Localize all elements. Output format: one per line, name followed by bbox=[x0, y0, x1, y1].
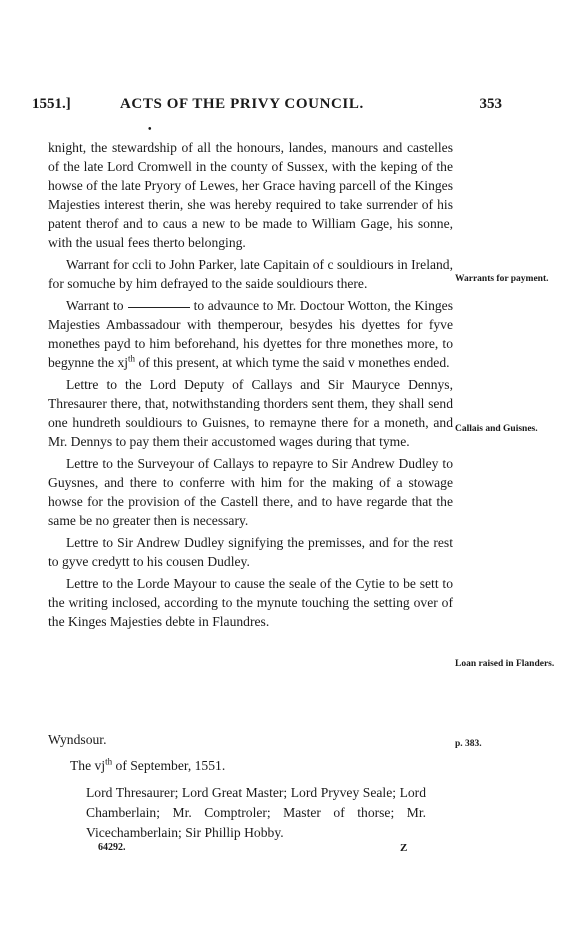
date-end: of September, 1551. bbox=[112, 758, 226, 773]
warrant-text-rest: to advaunce to Mr. Doctour Wotton, the Kinges Majesties Ambassadour with themperour, besydes his dyettes for fyve monethes payd to him beforehand, his dyettes for thre monethes more, to begynne the xj bbox=[48, 298, 453, 370]
signature-letter: Z bbox=[400, 842, 408, 854]
signature-mark: 64292. bbox=[98, 842, 126, 853]
meeting-date bbox=[70, 758, 225, 774]
paragraph-warrant-wotton bbox=[48, 296, 453, 372]
paragraph-lettre-mayour: Lettre to the Lorde Mayour to cause the seale of the Cytie to be sett to the writing inclosed, according to the mynute touching the setting over of the Kinges Majesties debte in Flaundres. bbox=[48, 576, 453, 629]
attendance-list: Lord Thresaurer; Lord Great Master; Lord Pryvey Seale; Lord Chamberlain; Mr. Comptroler; Master of thorse; Mr. Vicechamberlain; Sir Phillip Hobby. bbox=[86, 785, 426, 840]
meeting-place: Wyndsour. bbox=[48, 732, 107, 747]
margin-note-pageref: p. 383. bbox=[455, 739, 482, 749]
paragraph-lettre-surveyour: Lettre to the Surveyour of Callays to repayre to Sir Andrew Dudley to Guysnes, and there to conferre with him for the making of a stowage howse for the provision of the Castell there, and to have regarde that the same be no greater then is necessary. bbox=[48, 456, 453, 528]
ordinal-suffix: th bbox=[128, 353, 136, 364]
header-title: ACTS OF THE PRIVY COUNCIL. bbox=[120, 96, 364, 112]
running-header bbox=[32, 92, 502, 116]
page-number: 353 bbox=[479, 96, 502, 112]
warrant-text-start: Warrant to bbox=[66, 298, 124, 313]
main-text bbox=[48, 138, 453, 634]
warrant-text-end: of this present, at which tyme the said v monethes ended. bbox=[135, 355, 450, 370]
paragraph-warrant-parker: Warrant for ccli to John Parker, late Capitain of c souldiours in Ireland, for somuche by him defrayed to the saide souldiours there. bbox=[48, 257, 453, 291]
margin-note-warrants: Warrants for payment. bbox=[455, 274, 549, 284]
date-suffix: th bbox=[105, 756, 113, 767]
header-year: 1551.] bbox=[32, 96, 71, 112]
blank-line bbox=[128, 306, 190, 308]
printer-mark: • bbox=[148, 124, 152, 135]
paragraph-stewardship: knight, the stewardship of all the honours, landes, manours and castelles of the late Lord Cromwell in the county of Sussex, with the keping of the howse of the late Pryory of Lewes, her Grace having parcell of the Kinges Majesties interest therin, she was hereby required to take surrender of his patent therof and to caus a new to be made to William Gage, his sonne, with the usual fees therto belonging. bbox=[48, 140, 453, 250]
margin-note-callais: Callais and Guisnes. bbox=[455, 424, 538, 434]
margin-note-loan: Loan raised in Flanders. bbox=[455, 659, 555, 669]
date-start: The vj bbox=[70, 758, 106, 773]
paragraph-lettre-callays: Lettre to the Lord Deputy of Callays and Sir Mauryce Dennys, Thresaurer there, that, notwithstanding thorders sent them, they shall send one hundreth souldiours to Guisnes, to remayne there for a moneth, and Mr. Dennys to pay them their accustomed wages during that tyme. bbox=[48, 377, 453, 449]
paragraph-lettre-dudley: Lettre to Sir Andrew Dudley signifying the premisses, and for the rest to gyve credytt to his cousen Dudley. bbox=[48, 535, 453, 569]
